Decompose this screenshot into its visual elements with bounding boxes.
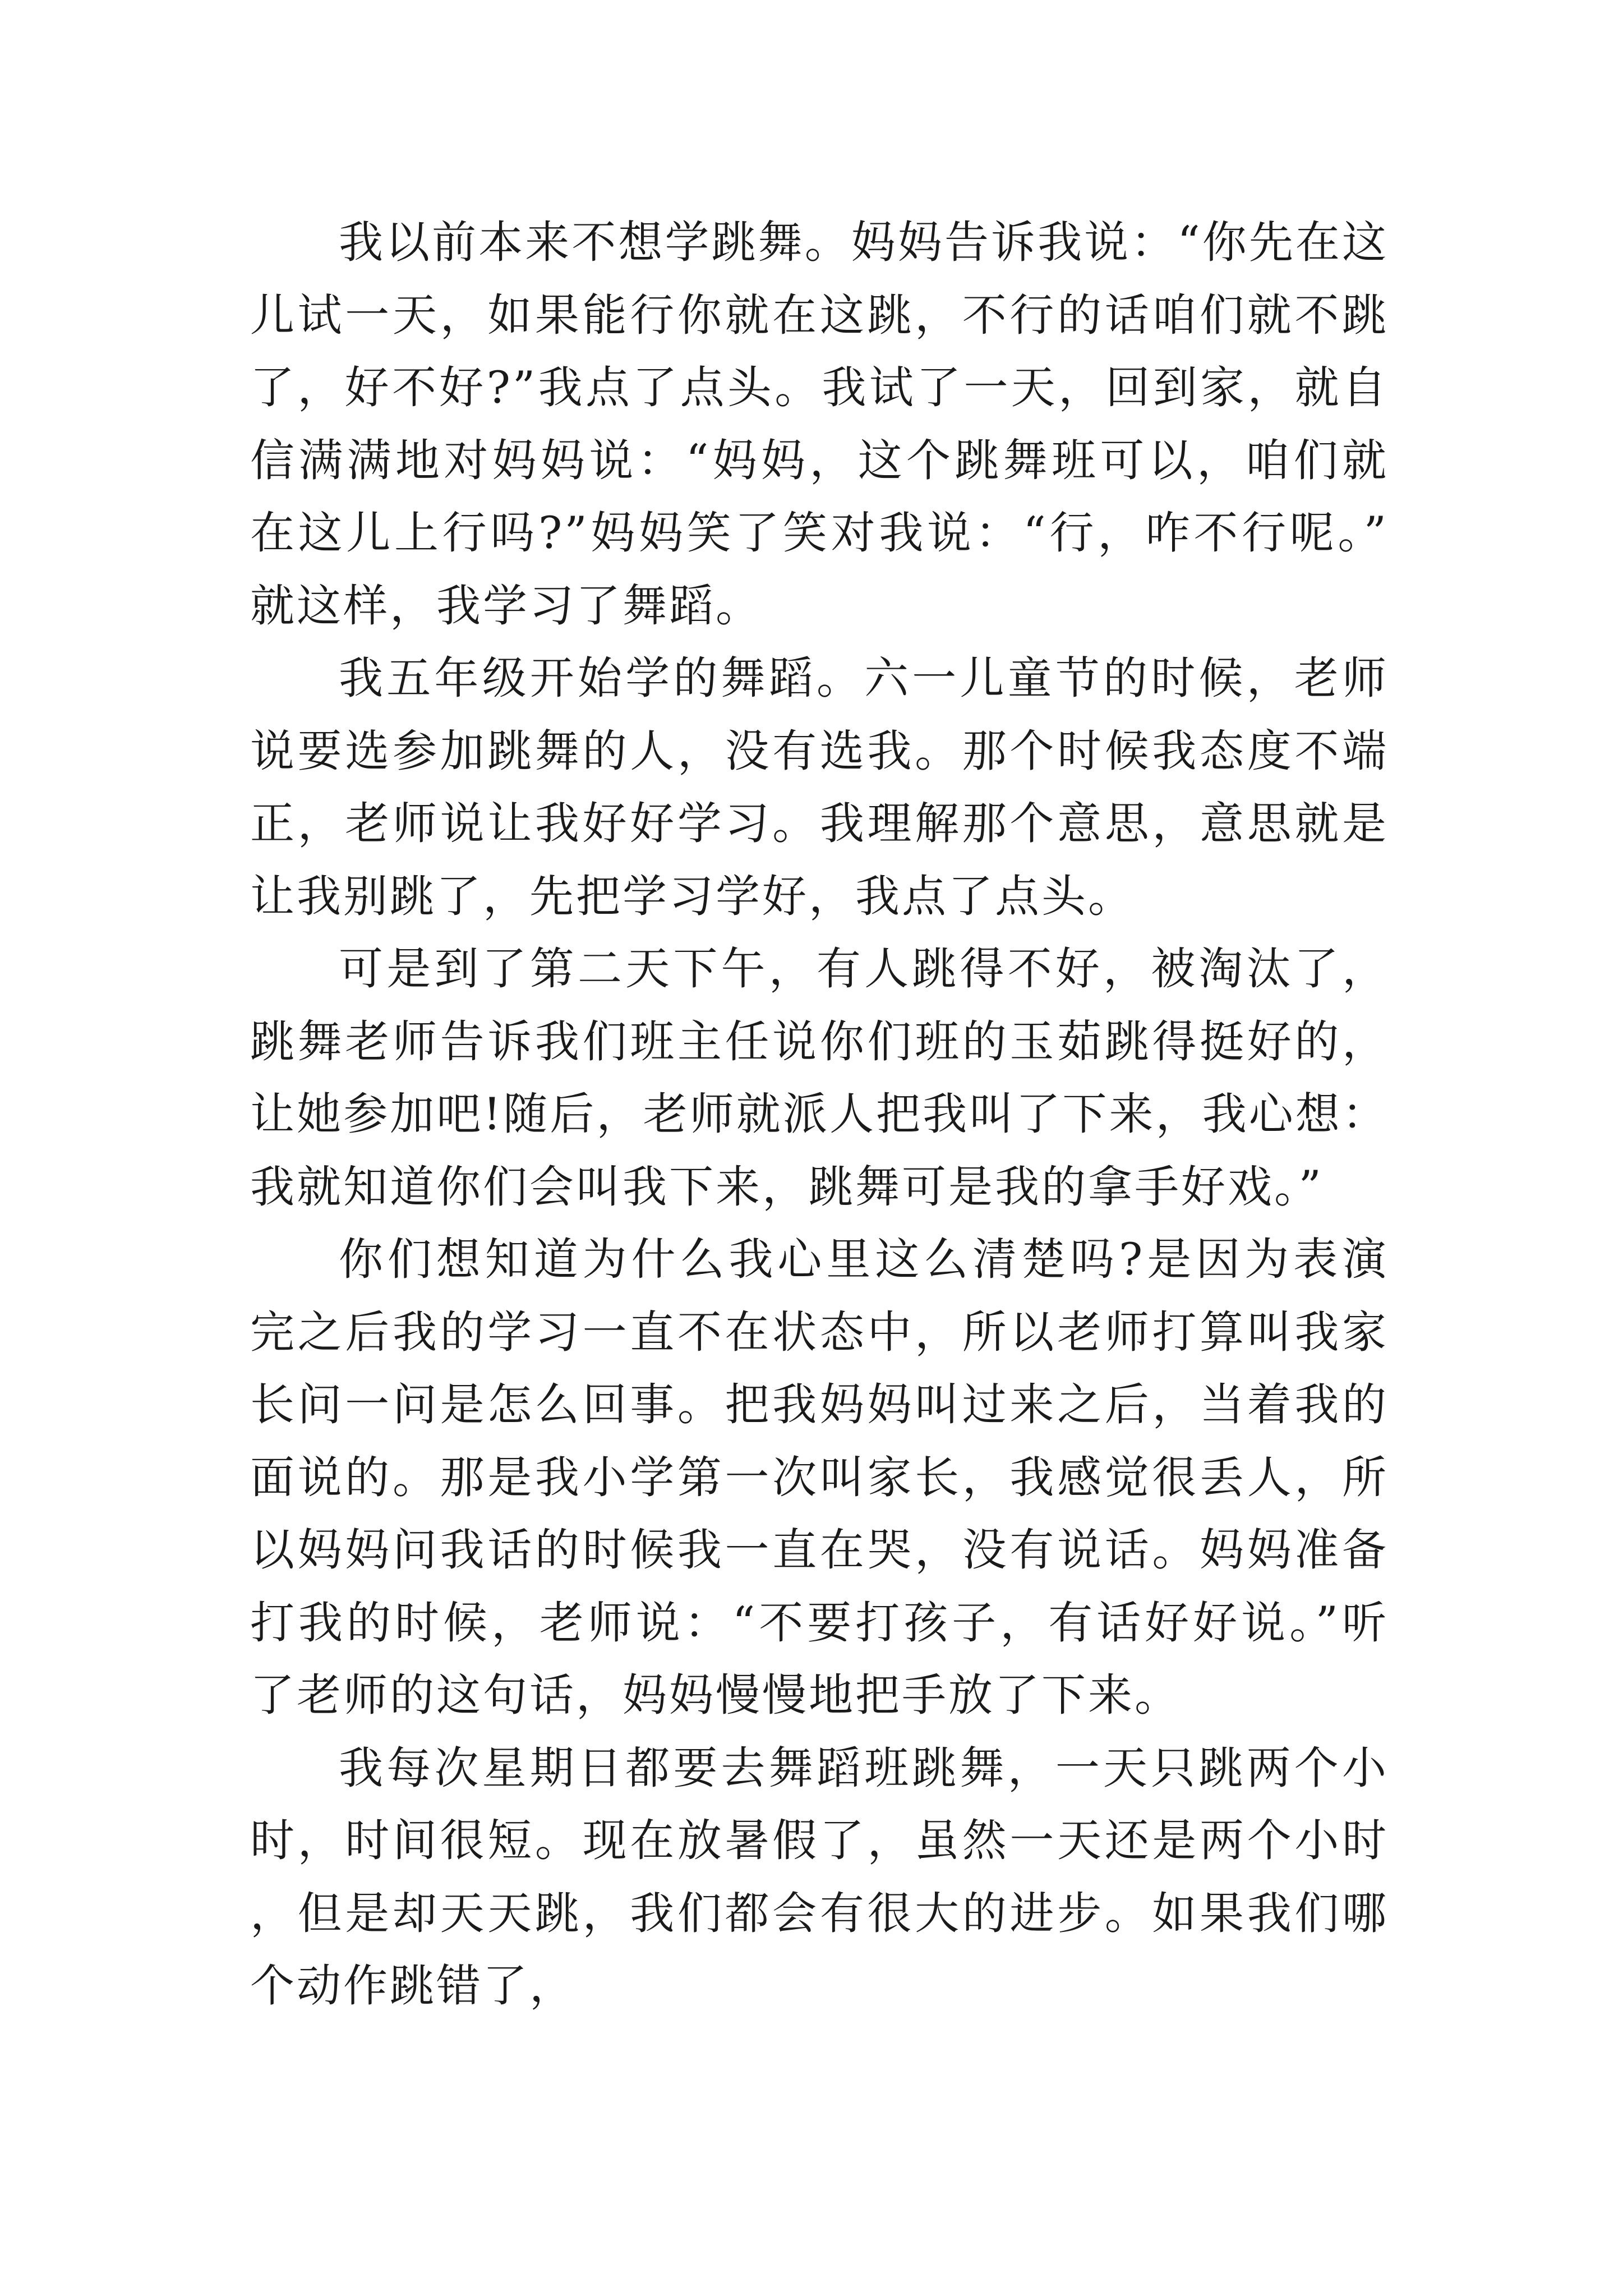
paragraph-3: 可是到了第二天下午，有人跳得不好，被淘汰了，跳舞老师告诉我们班主任说你们班的玉茹跳得挺好的，让她参加吧!随后，老师就派人把我叫了下来，我心想：我就知道你们会叫我下来，跳舞可是我的拿手好戏。” <box>250 943 1389 1213</box>
paragraph-4: 你们想知道为什么我心里这么清楚吗?是因为表演完之后我的学习一直不在状态中，所以老师打算叫我家长问一问是怎么回事。把我妈妈叫过来之后，当着我的面说的。那是我小学第一次叫家长，我感觉很丢人，所以妈妈问我话的时候我一直在哭，没有说话。妈妈准备打我的时候，老师说：“不要打孩子，有话好好说。”听了老师的这句话，妈妈慢慢地把手放了下来。 <box>250 1234 1389 1721</box>
paragraph-2: 我五年级开始学的舞蹈。六一儿童节的时候，老师说要选参加跳舞的人，没有选我。那个时候我态度不端正，老师说让我好好学习。我理解那个意思，意思就是让我别跳了，先把学习学好，我点了点头。 <box>250 652 1389 922</box>
paragraph-1: 我以前本来不想学跳舞。妈妈告诉我说：“你先在这儿试一天，如果能行你就在这跳，不行的话咱们就不跳了，好不好?”我点了点头。我试了一天，回到家，就自信满满地对妈妈说：“妈妈，这个跳舞班可以，咱们就在这儿上行吗?”妈妈笑了笑对我说：“行，咋不行呢。”就这样，我学习了舞蹈。 <box>250 217 1389 632</box>
paragraph-5: 我每次星期日都要去舞蹈班跳舞，一天只跳两个小时，时间很短。现在放暑假了，虽然一天还是两个小时，但是却天天跳，我们都会有很大的进步。如果我们哪个动作跳错了， <box>250 1742 1389 2012</box>
essay-body <box>250 206 1389 2023</box>
